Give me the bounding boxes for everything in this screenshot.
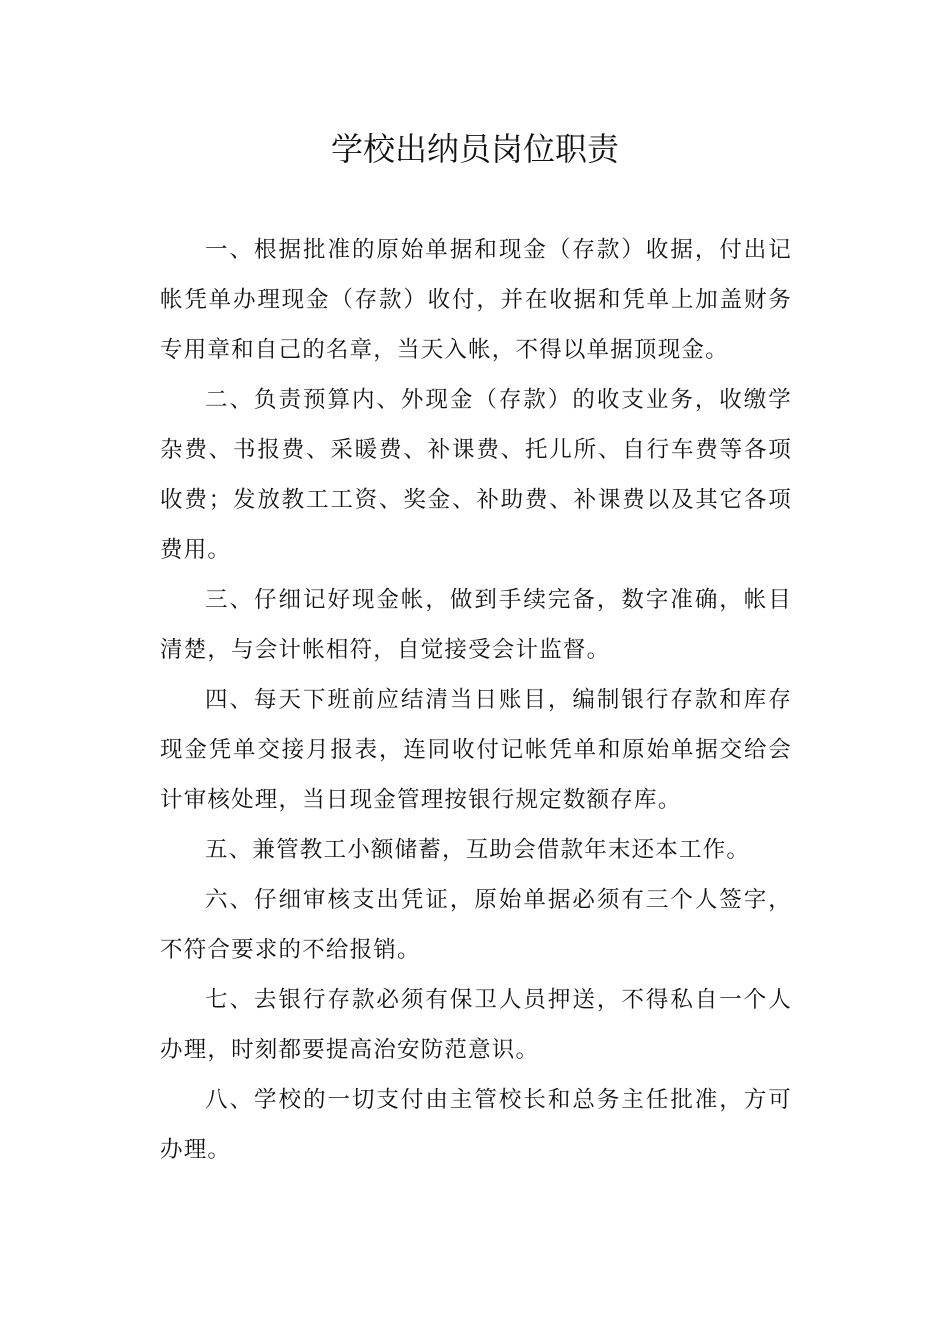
paragraph-7: 七、去银行存款必须有保卫人员押送，不得私自一个人办理，时刻都要提高治安防范意识。: [160, 987, 792, 1063]
paragraph-6: 六、仔细审核支出凭证，原始单据必须有三个人签字，不符合要求的不给报销。: [160, 887, 792, 963]
document-title: 学校出纳员岗位职责: [330, 130, 619, 168]
paragraph-2: 二、负责预算内、外现金（存款）的收支业务，收缴学杂费、书报费、采暖费、补课费、托儿所、自行车费等各项收费；发放教工工资、奖金、补助费、补课费以及其它各项费用。: [160, 387, 792, 563]
paragraph-3: 三、仔细记好现金帐，做到手续完备，数字准确，帐目清楚，与会计帐相符，自觉接受会计监督。: [160, 587, 792, 663]
paragraph-1: 一、根据批准的原始单据和现金（存款）收据，付出记帐凭单办理现金（存款）收付，并在收据和凭单上加盖财务专用章和自己的名章，当天入帐，不得以单据顶现金。: [160, 237, 792, 363]
paragraph-8: 八、学校的一切支付由主管校长和总务主任批准，方可办理。: [160, 1087, 792, 1163]
paragraph-5: 五、兼管教工小额储蓄，互助会借款年末还本工作。: [205, 837, 751, 863]
document-body: [160, 225, 792, 1175]
paragraph-4: 四、每天下班前应结清当日账目，编制银行存款和库存现金凭单交接月报表，连同收付记帐凭单和原始单据交给会计审核处理，当日现金管理按银行规定数额存库。: [160, 687, 792, 813]
